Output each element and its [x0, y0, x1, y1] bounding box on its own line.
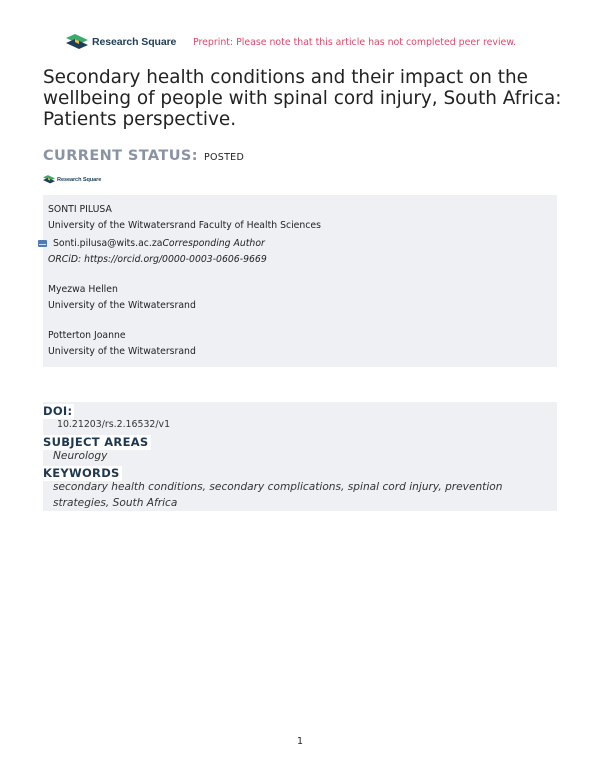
author-email[interactable]: Sonti.pilusa@wits.ac.za	[53, 238, 163, 249]
doi-row	[43, 417, 557, 433]
keywords-row	[43, 479, 557, 511]
doi-label-row	[43, 402, 557, 417]
logo-text: Research Square	[92, 36, 177, 48]
article-title: Secondary health conditions and their impact on the wellbeing of people with spinal cord injury, South Africa: Patients perspective.	[43, 67, 562, 130]
author-name: Myezwa Hellen	[48, 284, 118, 295]
page-number: 1	[296, 736, 304, 747]
author-contact	[38, 236, 557, 252]
research-square-logo-icon	[66, 34, 88, 50]
author-affiliation: University of the Witwatersrand Faculty of Health Sciences	[48, 219, 321, 231]
author-orcid[interactable]: ORCiD: https://orcid.org/0000-0003-0606-9669	[48, 253, 267, 265]
preprint-notice: Preprint: Please note that this article has not completed peer review.	[193, 37, 517, 48]
author-name: Potterton Joanne	[48, 330, 126, 341]
doi-label: DOI:	[43, 404, 73, 418]
article-metadata	[43, 402, 557, 511]
keywords-line-1: secondary health conditions, secondary complications, spinal cord injury, prevention	[53, 481, 503, 493]
keywords-label: KEYWORDS	[43, 466, 120, 480]
subject-label-row	[43, 433, 557, 448]
subject-areas-label: SUBJECT AREAS	[43, 435, 149, 449]
status-value: POSTED	[203, 152, 245, 163]
small-research-square-logo[interactable]	[43, 175, 101, 184]
small-logo-icon	[43, 175, 55, 184]
author-name: SONTI PILUSA	[48, 204, 112, 215]
author-affiliation: University of the Witwatersrand	[48, 299, 196, 311]
authors-panel	[43, 195, 557, 367]
small-logo-text: Research Square	[57, 176, 102, 183]
doi-value[interactable]: 10.21203/rs.2.16532/v1	[57, 419, 171, 430]
subject-row	[43, 448, 557, 464]
author-affiliation: University of the Witwatersrand	[48, 345, 196, 357]
page-header	[66, 34, 546, 54]
current-status	[43, 148, 244, 164]
author-1	[48, 202, 557, 267]
status-label: CURRENT STATUS:	[43, 148, 198, 164]
author-3	[48, 328, 557, 359]
research-square-logo[interactable]	[66, 34, 176, 50]
envelope-icon[interactable]	[38, 240, 47, 247]
subject-areas-value: Neurology	[53, 450, 108, 462]
keywords-line-2: strategies, South Africa	[53, 497, 178, 509]
keywords-label-row	[43, 464, 557, 479]
author-2	[48, 282, 557, 313]
author-role: Corresponding Author	[162, 238, 265, 249]
